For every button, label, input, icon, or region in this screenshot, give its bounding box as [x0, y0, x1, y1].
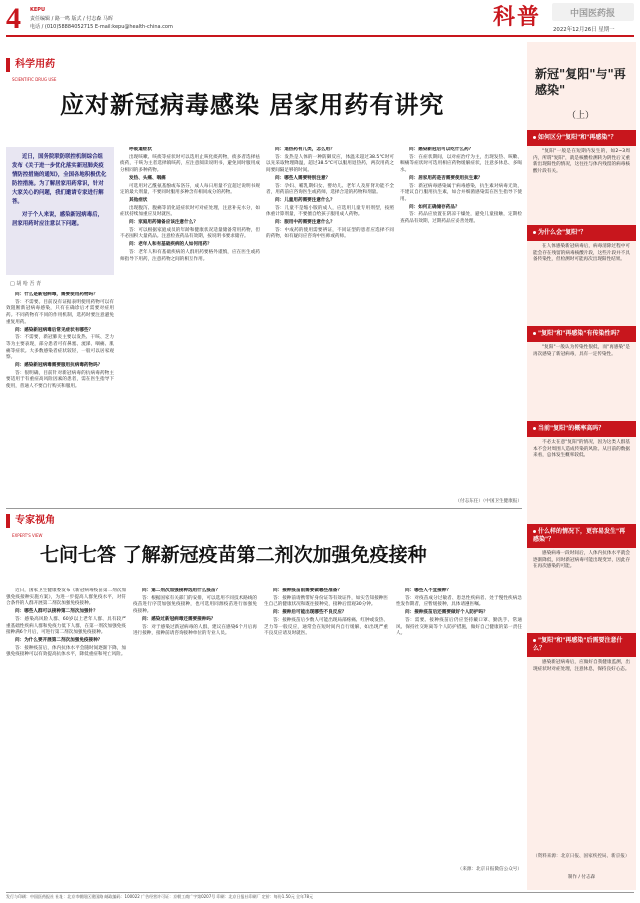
qa-question: 问：居家用药是否需要使用抗生素？ [409, 175, 483, 181]
masthead-label: KEPU [30, 7, 46, 13]
qa-answer: 答：不需要。目前没有证据表明使用药物可以有效阻断新冠病毒感染，只有在确诊后才需要对症用药。不同药物有不同的作用机制，选药时要注意避免重复用药。 [6, 299, 114, 325]
qa-answer: 答：中成药的使用需要辨证，不同证型的患者应选择不同的药物，如有疑问应咨询中医师或药师。 [266, 227, 394, 240]
qa-question: 问：服用中药需要注意什么？ [275, 220, 335, 226]
qa-question: 问：哪些人需要特别注意？ [275, 175, 331, 181]
section-title: 科普 [493, 5, 542, 30]
top-article-col-4 [400, 147, 522, 495]
paper-name: 中国医药报 [570, 9, 616, 19]
sidebar-section-body: "复阳"一般是在短期内发生的，如2~3周内，所谓"复阳"，就是核酸检测转为阴性后又重新出现阳性的情况，这往往与体内残留的病毒核酸片段有关。 [533, 149, 630, 175]
column-tag-label: 科学用药 [15, 59, 56, 70]
qa-answer: 答：可以根据家庭成员的年龄和健康状况适量储备常用药物，但不必囤积大量药品。注意检查药品有效期，按说明书要求储存。 [120, 227, 260, 240]
masthead [0, 0, 640, 38]
qa-answer: 出现腹泻、腹痛等消化道症状时可对症处理，注意补充水分，如症状持续加重应及时就医。 [120, 205, 260, 218]
column-tag-bottom [6, 514, 55, 538]
sidebar-section-body: 不必太在意"复阳"的情况，因为这类人群基本不会对周围人造成传染的风险。从目前的数据来看，总体发生概率较低。 [533, 440, 630, 459]
sidebar-section-body: 感染新冠病毒后，应做好自我健康监测，出现症状时对症处理，注意休息，保持良好心态。 [533, 660, 630, 672]
top-article-col-3 [266, 147, 394, 505]
qa-question: 问：退热药有几类，怎么用？ [275, 147, 335, 152]
issue-date: 2022年12月26日 星期一 [553, 27, 615, 33]
qa-question: 问：感染过新冠病毒还需要接种吗？ [142, 616, 216, 622]
qa-question: 问：感染新冠病毒需要服用抗病毒药物吗？ [15, 363, 103, 369]
sidebar-source: （资料来源：北京日报、国家疾控局、新京报） [533, 854, 630, 859]
column-tag-en: EXPERT'S VIEW [12, 533, 43, 538]
qa-question: 问：什么是新冠病毒，需要使用药物吗？ [15, 292, 98, 297]
qa-answer: 近日，国家卫生健康委发布《新冠病毒疫苗第二剂次加强免疫接种实施方案》，为进一步提高人群免疫水平，对符合条件的人群开展第二剂次加强免疫接种。 [6, 588, 126, 607]
sidebar-section-head: 为什么会"复阳"？ [527, 225, 636, 241]
bottom-headline: 七问七答 了解新冠疫苗第二剂次加强免疫接种 [40, 544, 427, 566]
sidebar-section-head: 如何区分"复阳"和"再感染"？ [527, 130, 636, 146]
bottom-article-col-2 [133, 588, 257, 876]
qa-question: 问：感染新冠病毒后常见症状有哪些？ [15, 327, 94, 333]
qa-answer: 答：孕妇、哺乳期妇女、婴幼儿、老年人及肝肾功能不全者，用药前应咨询医生或药师，选择合适的药物和剂量。 [266, 183, 394, 196]
footer-text: 发行与印刷：中国医药报社 社址：北京市朝阳区建国路 邮政编码：100022 广告经营许可证：京朝工商广字第0207号 印刷：北京日报社印刷厂 定价：每份1.50元 全年78元 [6, 894, 314, 899]
sidebar-section-head: "复阳"和"再感染"有传染性吗？ [527, 326, 636, 342]
qa-question: 问：为什么要开展第二剂次加强免疫接种？ [15, 637, 103, 643]
qa-answer: 答：接种前请携带好身份证等有效证件，如实告知接种医生自己的健康状况和既往接种史，接种后留观30分钟。 [264, 595, 388, 608]
sidebar-section-body: 感染病毒一段时间后，人体内抗体水平就会逐渐降低，同时新冠病毒可能出现变异，因此存在再次感染的可能。 [533, 551, 630, 570]
qa-answer: 答：感染高风险人群、60岁以上老年人群、具有较严重基础性疾病人群和免疫力低下人群，在第一剂次加强免疫接种满6个月后，可进行第二剂次加强免疫接种。 [6, 616, 126, 636]
contact-line: 电话 / (010)58884052715 E-mail:kepu@health-china.com [30, 24, 173, 30]
qa-question: 问：如何正确储存药品？ [409, 204, 460, 210]
intro-text-2: 对于个人来说，感染新冠病毒后，居家用药时应注意以下问题。 [12, 212, 103, 227]
top-source: （付志东任）（中国卫生健康报） [455, 499, 522, 504]
sidebar [527, 42, 636, 890]
qa-question: 其他症状 [129, 197, 148, 203]
sidebar-section-body: "复阳"一般认为传染性很低，而"再感染"是再次感染了新冠病毒，具有一定传染性。 [533, 345, 630, 357]
qa-question: 问：儿童用药需要注意什么？ [275, 197, 335, 203]
qa-answer: 答：需要。接种疫苗后仍应坚持戴口罩、勤洗手、常通风、保持社交距离等个人防护措施，做好自己健康的第一责任人。 [396, 617, 522, 637]
qa-answer: 答：新冠病毒感染属于病毒感染，抗生素对病毒无效，不建议自行服用抗生素，如合并细菌感染需在医生指导下使用。 [400, 183, 522, 202]
sidebar-section-head: 当前"复阳"的概率高吗？ [527, 421, 636, 437]
sidebar-subtitle: （上） [567, 111, 595, 121]
qa-answer: 答：儿童不是缩小版的成人，应选用儿童专用剂型，按照体重计算剂量，不要擅自给孩子服用成人药物。 [266, 205, 394, 218]
qa-answer: 答：在症状期间，以对症治疗为主，出现发热、咳嗽、咽痛等症状时可选用相应药物缓解症状，注意多休息、多喝水。 [400, 154, 522, 174]
qa-answer: 答：对于感染过新冠病毒的人群，建议在感染6个月后再进行接种，接种前请咨询接种单位的专业人员。 [133, 624, 257, 637]
qa-answer: 答：不需要，新冠肺炎主要以发热、干咳、乏力等为主要表现，部分患者可有鼻塞、流涕、咽痛、肌痛等症状。大多数感染者症状较轻，一般可以居家观察。 [6, 335, 114, 361]
qa-question: 问：第二剂次加强接种选用什么疫苗？ [142, 588, 221, 593]
qa-answer: 答：发热是人体的一种防御反应，体温未超过38.5℃时可以先采取物理降温，超过38.5℃可以服用退热药，两次用药之间要间隔足够的时间。 [266, 154, 394, 174]
qa-question: 问：老年人和有基础疾病的人如何用药？ [129, 242, 212, 248]
byline: □ 胡 哈 吾 青 [10, 281, 42, 287]
top-article-col-1 [6, 292, 114, 505]
qa-question: 问：哪些人群可以接种第二剂次加强针？ [15, 609, 98, 615]
qa-answer: 答：很明确，目前针对新冠病毒的抗病毒药物主要适用于有重症高风险因素的患者，需在医生指导下使用，普通人不要自行购买和服用。 [6, 370, 114, 390]
qa-question: 问：家庭用药储备应该注意什么？ [129, 220, 198, 226]
footer-rule [6, 892, 634, 893]
sidebar-section-body: 在人体感染新冠病毒后，病毒清除过程中可能会存在残留的病毒核酸片段，这些片段并不具备传染性，但检测时可能再次出现阳性结果。 [533, 244, 630, 263]
sidebar-section-head: 什么样的情况下，更容易发生"再感染"？ [527, 524, 636, 548]
editor-line: 责任编辑 / 路一鸣 版式 / 付志森 马晖 [30, 16, 113, 22]
qa-answer: 答：对疫苗成分过敏者、患急性疾病者、处于慢性疾病急性发作期者，应暂缓接种，具体请遵医嘱。 [396, 595, 522, 608]
bottom-article-col-3 [264, 588, 388, 876]
bottom-article-col-1 [6, 588, 126, 876]
qa-question: 呼吸道症状 [129, 147, 152, 152]
sidebar-title: 新冠"复阳"与"再感染" [535, 67, 626, 97]
qa-answer: 答：接种疫苗后少数人可能出现局部疼痛、红肿或发热、乏力等一般反应，通常会在短时间内自行缓解，如出现严重不良反应请及时就医。 [264, 617, 388, 637]
qa-answer: 答：老年人和有基础疾病的人群用药要格外谨慎，应在医生或药师指导下用药，注意药物之间的相互作用。 [120, 249, 260, 262]
page-number: 4 [6, 2, 21, 35]
qa-answer: 可选用对乙酰氨基酚或布洛芬，成人每日用量不宜超过说明书规定的最大剂量，不要同时服用多种含有相同成分的药物。 [120, 183, 260, 196]
sidebar-editor: 制作 / 付志森 [567, 875, 596, 880]
top-headline: 应对新冠病毒感染 居家用药有讲究 [60, 90, 445, 119]
intro-text: 近日，国务院联防联控机制综合组发布《关于进一步优化落实新冠肺炎疫情防控措施的通知》，全国各地积极优化防控措施。为了解居家用药常识，针对大家关心的问题，我们邀请专家进行解答。 [12, 154, 107, 205]
qa-answer: 答：药品应放置在阴凉干燥处，避免儿童接触，定期检查药品有效期，过期药品应妥善处理。 [400, 212, 522, 225]
section-divider [6, 508, 522, 509]
intro-box [6, 147, 114, 275]
qa-question: 发热、头痛、咽痛 [129, 175, 166, 181]
column-tag-label: 专家视角 [15, 515, 56, 526]
qa-answer: 答：接种疫苗后，体内抗体水平会随时间逐渐下降，加强免疫接种可以有效提高抗体水平，降低重症和死亡风险。 [6, 645, 126, 658]
qa-question: 问：哪些人不宜接种？ [405, 588, 451, 593]
qa-answer: 出现咳嗽、咳痰等症状时可以选用止咳化痰药物，痰多者选择祛痰药，干咳为主者选择镇咳药，应注意阅读说明书，避免同时服用成分相同的多种药物。 [120, 154, 260, 174]
qa-question: 问：接种后可能出现哪些不良反应？ [273, 610, 347, 616]
qa-answer: 答：根据国家有关部门的安排，可以选用不同技术路线的疫苗进行序贯加强免疫接种，也可选用同源疫苗进行加强免疫接种。 [133, 595, 257, 615]
column-tag-top [6, 58, 56, 82]
bottom-article-col-4 [396, 588, 522, 864]
sidebar-section-head: "复阳"和"再感染"后需要注意什么？ [527, 633, 636, 657]
top-article-col-2 [120, 147, 260, 505]
qa-question: 问：接种疫苗前需要做哪些准备？ [273, 588, 342, 593]
column-tag-en: SCIENTIFIC DRUG USE [12, 77, 57, 82]
bottom-source: （来源：北京日报微信公众号） [457, 867, 522, 872]
paper-logo [552, 3, 634, 21]
qa-question: 问：感染新冠后可以吃什么药？ [409, 147, 474, 152]
qa-question: 问：接种疫苗后还需要做好个人防护吗？ [405, 610, 488, 616]
masthead-rule [6, 35, 634, 37]
